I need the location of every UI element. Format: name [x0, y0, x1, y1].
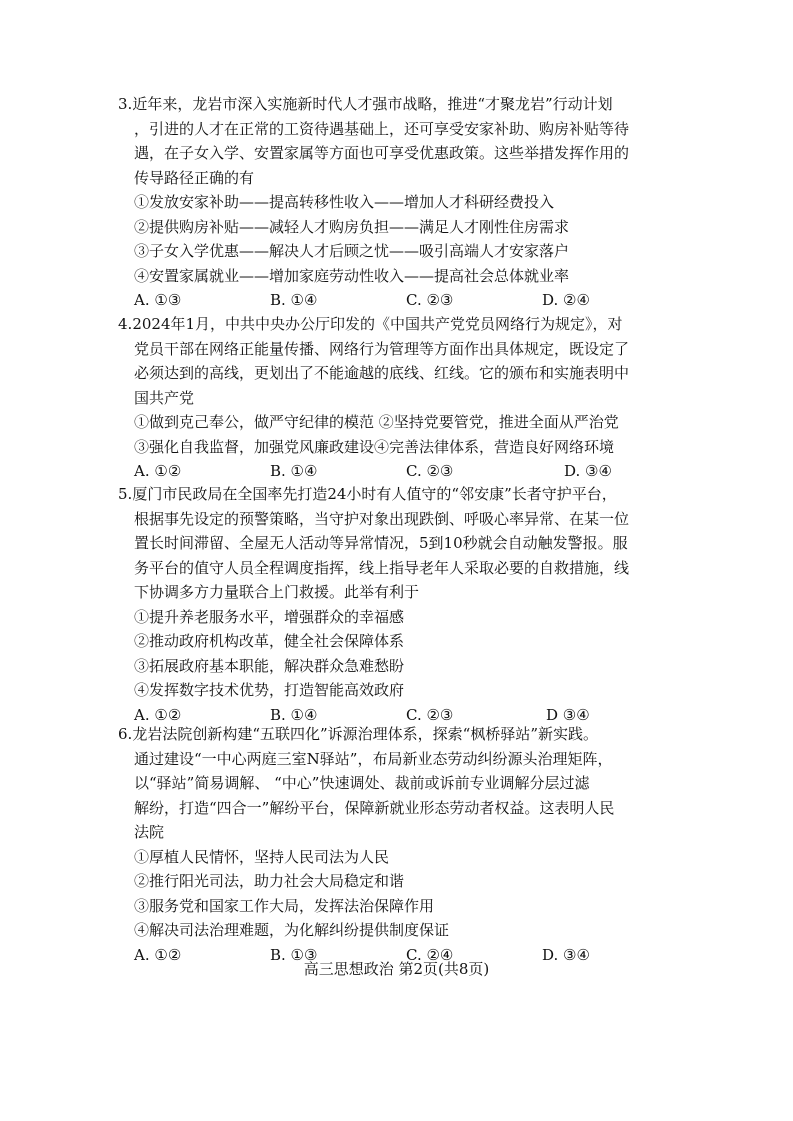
- stem-line: 以“驿站”简易调解、 “中心”快速调处、裁前或诉前专业调解分层过滤: [134, 774, 590, 792]
- stem-line: ，引进的人才在正常的工资待遇基础上，还可享受安家补助、购房补贴等待: [134, 119, 630, 138]
- statement-2: ②推行阳光司法，助力社会大局稳定和谐: [134, 872, 405, 890]
- question-stem: [118, 482, 686, 605]
- question-stem: [118, 92, 686, 190]
- stem-line: 厦门市民政局在全国率先打造24小时有人值守的“邻安康”长者守护平台，: [132, 485, 617, 503]
- statement-1: ①提升养老服务水平，增强群众的幸福感: [134, 607, 405, 626]
- choice-b[interactable]: B. ①④: [270, 462, 318, 480]
- choice-a[interactable]: A. ①③: [134, 291, 182, 309]
- statement-2: ②推动政府机构改革，健全社会保障体系: [134, 632, 405, 650]
- question-number: 5.: [118, 485, 133, 503]
- question-3: [118, 92, 686, 313]
- stem-line: 解纷，打造“四合一”解纷平台，保障新就业形态劳动者权益。这表明人民: [134, 798, 615, 817]
- choice-d[interactable]: D. ③④: [564, 462, 612, 480]
- statement-1: ①厚植人民情怀，坚持人民司法为人民: [134, 847, 390, 866]
- stem-line: 党员干部在网络正能量传播、网络行为管理等方面作出具体规定，既设定了: [134, 339, 630, 358]
- answer-choices: [118, 459, 686, 484]
- statement-2: ②提供购房补贴——减轻人才购房负担——满足人才刚性住房需求: [134, 217, 570, 236]
- stem-line: 务平台的值守人员全程调度指挥，线上指导老年人采取必要的自救措施，线: [134, 558, 630, 577]
- choice-c[interactable]: C. ②③: [406, 291, 454, 309]
- question-number: 6.: [118, 725, 133, 743]
- choice-c[interactable]: C. ②③: [406, 462, 454, 480]
- statement-1: ①发放安家补助——提高转移性收入——增加人才科研经费投入: [134, 193, 555, 211]
- choice-d[interactable]: D ③④: [546, 705, 590, 724]
- stem-line: 龙岩法院创新构建“五联四化”诉源治理体系，探索“枫桥驿站”新实践。: [132, 725, 598, 743]
- statement-3-4: ③强化自我监督，加强党风廉政建设④完善法律体系，营造良好网络环境: [134, 437, 615, 456]
- answer-choices: [118, 288, 686, 313]
- stem-line: 根据事先设定的预警策略，当守护对象出现跌倒、呼吸心率异常、在某一位: [134, 509, 630, 528]
- statement-4: ④解决司法治理难题，为化解纠纷提供制度保证: [134, 921, 450, 939]
- question-4: [118, 312, 686, 484]
- question-6: [118, 722, 686, 967]
- choice-a[interactable]: A. ①②: [134, 462, 182, 480]
- choice-d[interactable]: D. ③④: [542, 945, 590, 964]
- stem-line: 近年来，龙岩市深入实施新时代人才强市战略，推进“才聚龙岩”行动计划: [132, 95, 613, 113]
- choice-b[interactable]: B. ①③: [270, 945, 318, 964]
- stem-line: 国共产党: [134, 388, 195, 407]
- question-5: [118, 482, 686, 727]
- statement-3: ③服务党和国家工作大局，发挥法治保障作用: [134, 896, 435, 915]
- statement-1-2: ①做到克己奉公，做严守纪律的模范 ②坚持党要管党，推进全面从严治党: [134, 413, 619, 431]
- choice-a[interactable]: A. ①②: [134, 705, 182, 724]
- stem-line: 置长时间滞留、全屋无人活动等异常情况，5到10秒就会自动触发警报。服: [134, 534, 628, 552]
- statement-3: ③拓展政府基本职能，解决群众急难愁盼: [134, 656, 405, 675]
- question-number: 4.: [118, 315, 133, 333]
- choice-d[interactable]: D. ②④: [542, 291, 590, 309]
- choice-b[interactable]: B. ①④: [270, 291, 318, 309]
- statement-4: ④发挥数字技术优势，打造智能高效政府: [134, 681, 405, 699]
- stem-line: 传导路径正确的有: [134, 168, 255, 187]
- question-stem: [118, 312, 686, 410]
- choice-c[interactable]: C. ②④: [406, 945, 454, 964]
- statement-4: ④安置家属就业——增加家庭劳动性收入——提高社会总体就业率: [134, 266, 570, 285]
- stem-line: 遇，在子女入学、安置家属等方面也可享受优惠政策。这些举措发挥作用的: [134, 144, 630, 162]
- stem-line: 法院: [134, 823, 165, 841]
- choice-a[interactable]: A. ①②: [134, 945, 182, 964]
- stem-line: 下协调多方力量联合上门救援。此举有利于: [134, 583, 420, 601]
- choice-c[interactable]: C. ②③: [406, 705, 454, 724]
- choice-b[interactable]: B. ①④: [270, 705, 318, 724]
- page-footer: 高三思想政治 第2页(共8页): [303, 960, 490, 978]
- stem-line: 2024年1月，中共中央办公厅印发的《中国共产党党员网络行为规定》，对: [132, 315, 623, 333]
- question-stem: [118, 722, 686, 845]
- stem-line: 必须达到的高线，更划出了不能逾越的底线、红线。它的颁布和实施表明中: [134, 364, 630, 382]
- statement-3: ③子女入学优惠——解决人才后顾之忧——吸引高端人才安家落户: [134, 242, 570, 260]
- question-number: 3.: [118, 95, 133, 113]
- stem-line: 通过建设“一中心两庭三室N驿站”，布局新业态劳动纠纷源头治理矩阵，: [134, 749, 613, 768]
